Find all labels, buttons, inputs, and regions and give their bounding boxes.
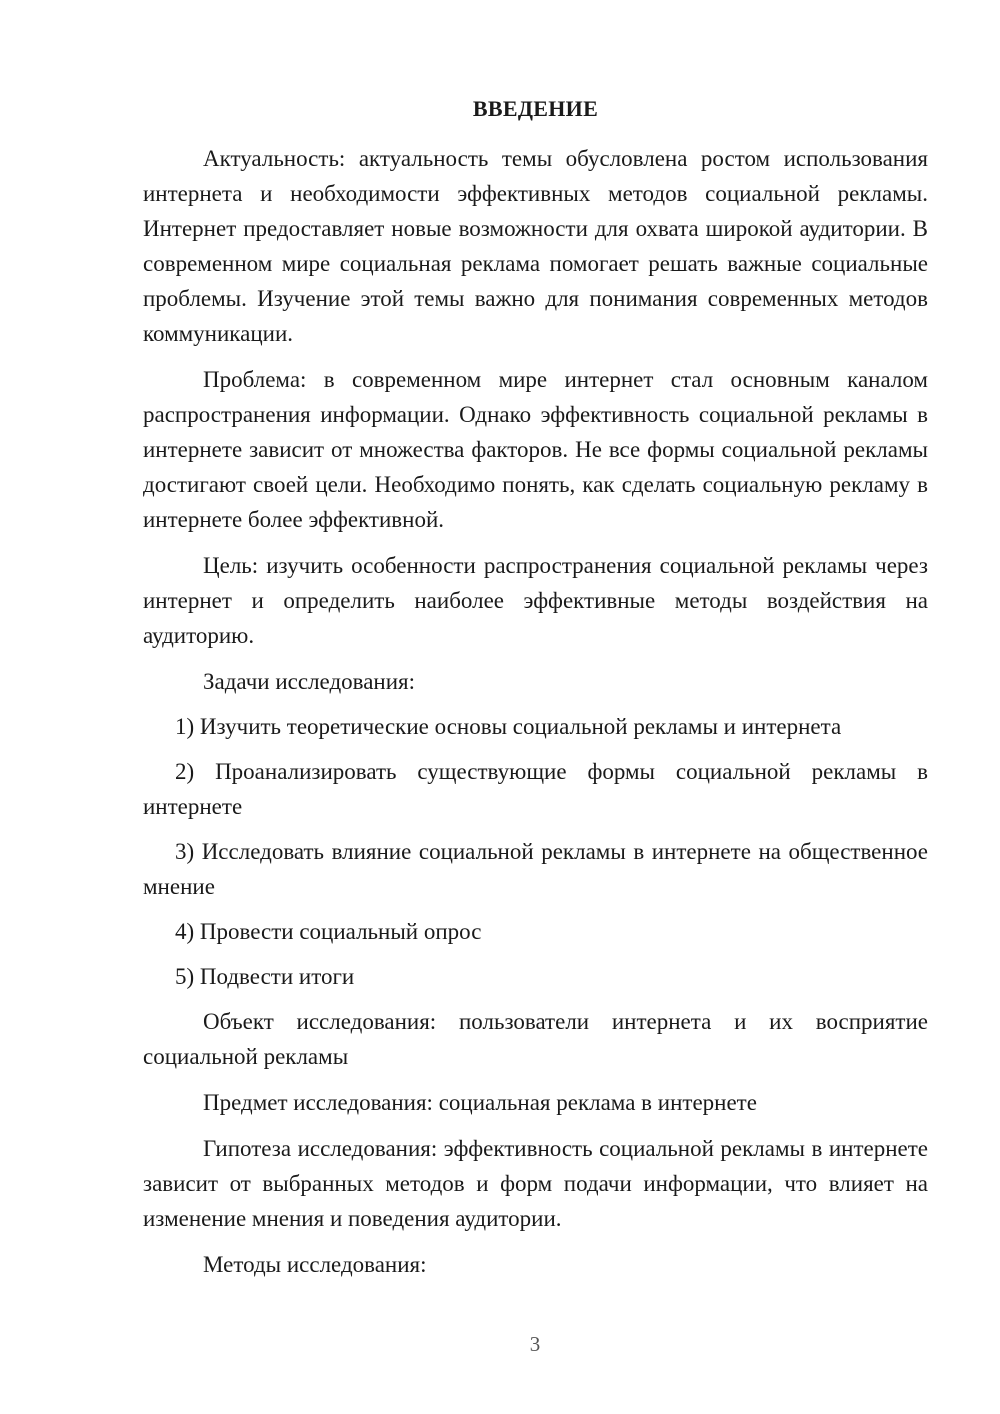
problem-paragraph: Проблема: в современном мире интернет стал основным каналом распространения информации. Однако эффективность социальной рекламы в интернете зависит от множества факторов. Не все формы социальной рекламы достигают своей цели. Необходимо понять, как сделать социальную рекламу в интернете более эффективной. bbox=[143, 367, 928, 532]
relevance-paragraph: Актуальность: актуальность темы обусловлена ростом использования интернета и необходимости эффективных методов социальной рекламы. Интернет предоставляет новые возможности для охвата широкой аудитории. В современном мире социальная реклама помогает решать важные социальные проблемы. Изучение этой темы важно для понимания современных методов коммуникации. bbox=[143, 146, 928, 346]
subject-paragraph: Предмет исследования: социальная реклама в интернете bbox=[203, 1090, 757, 1115]
methods-heading: Методы исследования: bbox=[203, 1252, 427, 1277]
task-item-1: 1) Изучить теоретические основы социальной рекламы и интернета bbox=[175, 714, 842, 739]
task-item-4: 4) Провести социальный опрос bbox=[175, 919, 482, 944]
task-item-2: 2) Проанализировать существующие формы социальной рекламы в интернете bbox=[143, 759, 928, 819]
page-content bbox=[143, 94, 928, 1292]
task-item-5: 5) Подвести итоги bbox=[175, 964, 355, 989]
task-item-3: 3) Исследовать влияние социальной рекламы в интернете на общественное мнение bbox=[143, 839, 928, 899]
hypothesis-paragraph: Гипотеза исследования: эффективность социальной рекламы в интернете зависит от выбранных методов и форм подачи информации, что влияет на изменение мнения и поведения аудитории. bbox=[143, 1136, 928, 1231]
object-paragraph: Объект исследования: пользователи интернета и их восприятие социальной рекламы bbox=[143, 1009, 928, 1069]
page-number: 3 bbox=[529, 1332, 541, 1356]
tasks-heading: Задачи исследования: bbox=[203, 669, 416, 694]
section-title: ВВЕДЕНИЕ bbox=[472, 96, 599, 121]
goal-paragraph: Цель: изучить особенности распространения социальной рекламы через интернет и определить наиболее эффективные методы воздействия на аудиторию. bbox=[143, 553, 928, 648]
